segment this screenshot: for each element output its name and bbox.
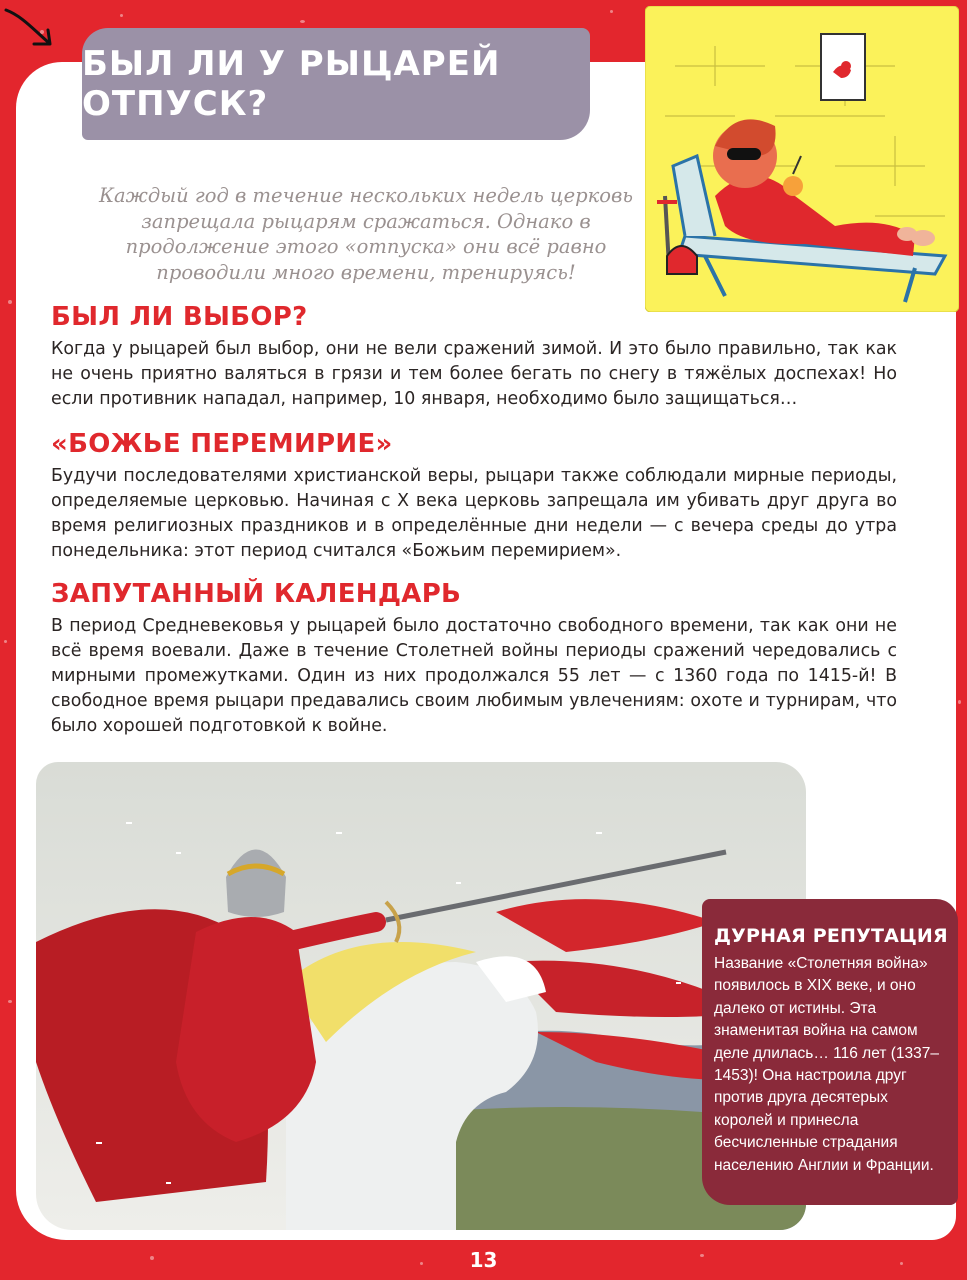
page-title: БЫЛ ЛИ У РЫЦАРЕЙ ОТПУСК?: [82, 44, 501, 124]
bad-reputation-box: [702, 899, 958, 1205]
section-truce-of-god: [51, 428, 897, 564]
intro-text: Каждый год в течение нескольких недель церковь запрещала рыцарям сражаться. Однако в продолжение этого «отпуска» они всё равно проводили много времени, тренируясь!: [98, 184, 634, 284]
section-body: Когда у рыцарей был выбор, они не вели сражений зимой. И это было правильно, так как не очень приятно валяться в грязи и тем более бегать по снегу в тяжёлых доспехах! Но если противник нападал, например, 10 января, необходимо было защищаться…: [51, 339, 897, 409]
section-heading: «БОЖЬЕ ПЕРЕМИРИЕ»: [51, 429, 393, 459]
page-number: 13: [469, 1248, 498, 1272]
section-confusing-calendar: [51, 578, 897, 739]
section-heading: ЗАПУТАННЫЙ КАЛЕНДАРЬ: [51, 579, 462, 609]
section-was-there-choice: [51, 301, 897, 412]
section-body: Будучи последователями христианской веры, рыцари также соблюдали мирные периоды, определяемые церковью. Начиная с X века церковь запрещала им убивать друг друга во время религиозных праздников и в определённые дни недели — с вечера среды до утра понедельника: этот период считался «Божьим перемирием».: [51, 466, 897, 561]
sidebar-heading: ДУРНАЯ РЕПУТАЦИЯ: [714, 925, 948, 947]
arrow-icon: [4, 6, 64, 50]
sidebar-body: Название «Столетняя война» появилось в XIX веке, и оно далеко от истины. Эта знаменитая война на самом деле длилась… 116 лет (1337–1453)! Она настроила друг против друга десятерых королей и принесла бесчисленные страдания населению Англии и Франции.: [714, 955, 939, 1174]
section-body: В период Средневековья у рыцарей было достаточно свободного времени, так как они не всё время воевали. Даже в течение Столетней войны периоды сражений чередовались с мирными промежутками. Один из них продолжался 55 лет — с 1360 года по 1415-й! В свободное время рыцари предавались своим любимым увлечениям: охоте и турнирам, что было хорошей подготовкой к войне.: [51, 616, 897, 736]
title-banner: [82, 28, 590, 140]
knight-on-horse-painting: [36, 762, 806, 1230]
knight-sunbathing-illustration: [645, 6, 959, 312]
section-heading: БЫЛ ЛИ ВЫБОР?: [51, 302, 308, 332]
